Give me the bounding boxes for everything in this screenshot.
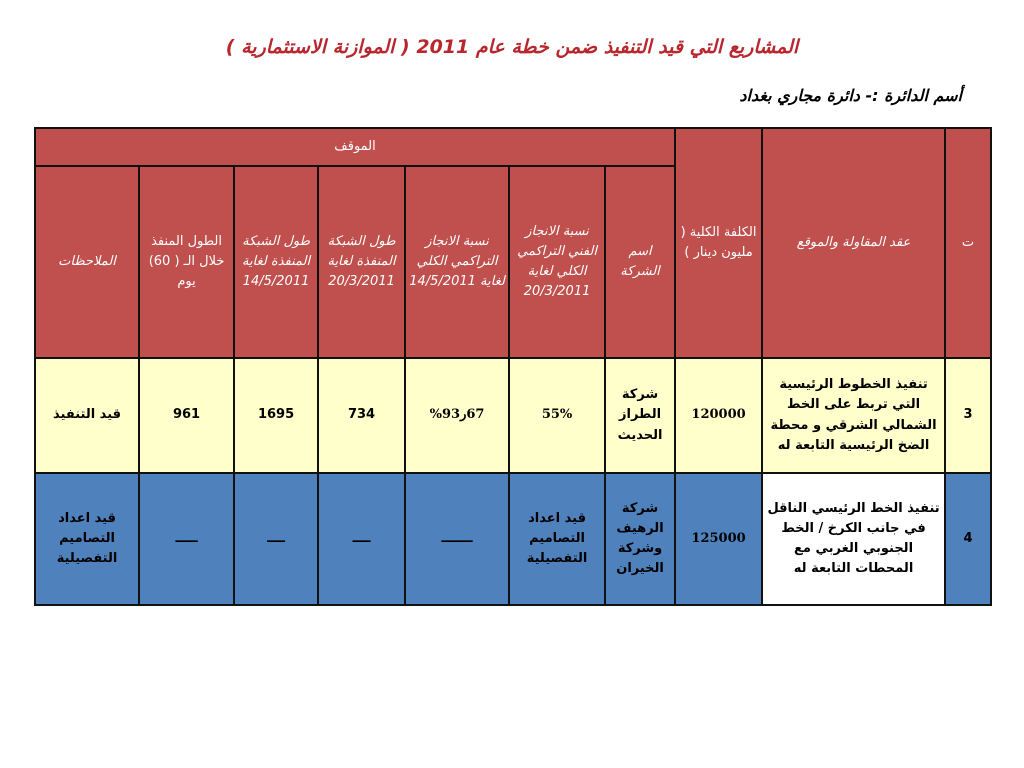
cell-network-length-0514: ــــ	[234, 473, 318, 605]
projects-table	[34, 127, 992, 606]
header-cost: الكلفة الكلية ( مليون دينار )	[675, 128, 762, 358]
header-network-length-0514: طول الشبكة المنفذة لغاية 14/5/2011	[234, 166, 318, 358]
cell-cumulative-progress: 67ر93%	[405, 358, 509, 473]
cell-notes: قيد اعداد التصاميم التفصيلية	[35, 473, 139, 605]
cell-network-length-0320: 734	[318, 358, 405, 473]
cell-cost: 125000	[675, 473, 762, 605]
header-seq: ت	[945, 128, 991, 358]
page-title: المشاريع التي قيد التنفيذ ضمن خطة عام 2011 ( الموازنة الاستثمارية )	[225, 36, 799, 58]
cell-network-length-0514: 1695	[234, 358, 318, 473]
cell-contract: تنفيذ الخط الرئيسي الناقل في جانب الكرخ / الخط الجنوبي الغربي مع المحطات التابعة له	[762, 473, 945, 605]
table-row	[35, 358, 991, 473]
cell-company: شركة الرهيف وشركة الخيران	[605, 473, 675, 605]
cell-length-60-days: 961	[139, 358, 234, 473]
header-network-length-0320: طول الشبكة المنفذة لغاية 20/3/2011	[318, 166, 405, 358]
table-header-row	[35, 128, 991, 166]
department-name: أسم الدائرة :- دائرة مجاري بغداد	[739, 86, 962, 105]
cell-contract: تنفيذ الخطوط الرئيسية التي تربط على الخط الشمالي الشرقي و محطة الضخ الرئيسية التابعة له	[762, 358, 945, 473]
cell-cost: 120000	[675, 358, 762, 473]
header-company: اسم الشركة	[605, 166, 675, 358]
cell-seq: 3	[945, 358, 991, 473]
cell-cumulative-progress: ـــــــ	[405, 473, 509, 605]
header-status-group: الموقف	[35, 128, 675, 166]
cell-seq: 4	[945, 473, 991, 605]
table-row	[35, 473, 991, 605]
cell-length-60-days: ـــــ	[139, 473, 234, 605]
header-contract: عقد المقاولة والموقع	[762, 128, 945, 358]
cell-notes: قيد التنفيذ	[35, 358, 139, 473]
header-length-60-days: الطول المنفذ خلال الـ ( 60) يوم	[139, 166, 234, 358]
header-technical-progress: نسبة الانجاز الفني التراكمي الكلي لغاية 20/3/2011	[509, 166, 605, 358]
cell-technical-progress: قيد اعداد التصاميم التفصيلية	[509, 473, 605, 605]
cell-technical-progress: 55%	[509, 358, 605, 473]
header-notes: الملاحظات	[35, 166, 139, 358]
cell-network-length-0320: ــــ	[318, 473, 405, 605]
header-cumulative-progress: نسبة الانجاز التراكمي الكلي لغاية 14/5/2011	[405, 166, 509, 358]
cell-company: شركة الطراز الحديث	[605, 358, 675, 473]
